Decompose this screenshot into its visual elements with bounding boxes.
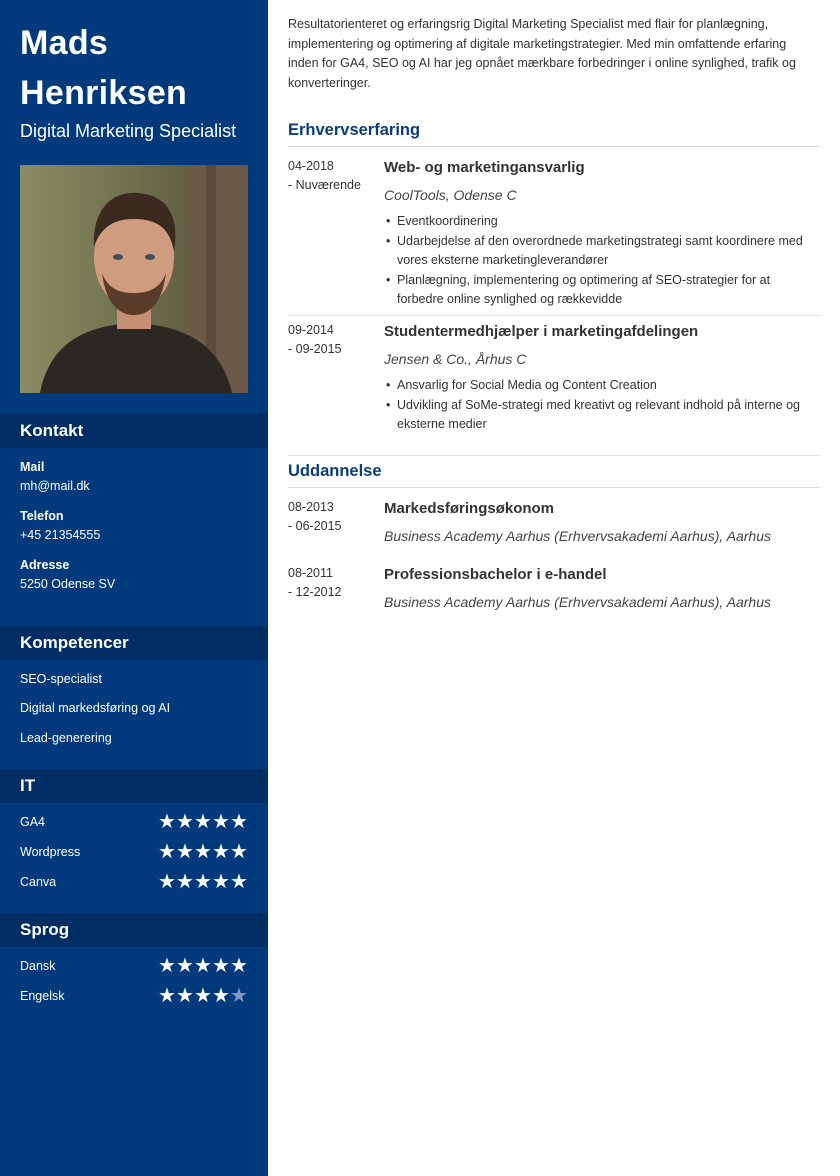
star-icon: ★ (176, 985, 194, 1007)
main-content (268, 0, 840, 1176)
skill-item: Digital markedsføring og AI (20, 701, 171, 715)
language-label: Engelsk (20, 989, 65, 1003)
contact-phone-value[interactable]: +45 21354555 (20, 528, 101, 542)
star-icon: ★ (158, 871, 176, 893)
experience-date (288, 157, 361, 195)
education-heading: Uddannelse (288, 462, 820, 488)
date-start: 09-2014 (288, 323, 334, 337)
star-icon: ★ (230, 955, 248, 977)
education-date (288, 564, 342, 602)
it-skill-label: GA4 (20, 815, 46, 829)
bullet-item: • Planlægning, implementering og optimering af SEO-strategier for at forbedre online synlighed og rækkevidde (384, 271, 818, 310)
skill-item: SEO-specialist (20, 672, 102, 686)
star-icon: ★ (212, 871, 230, 893)
contact-heading: Kontakt (0, 414, 268, 448)
education-school: Business Academy Aarhus (Erhvervsakademi Aarhus), Aarhus (384, 528, 771, 544)
date-start: 04-2018 (288, 159, 334, 173)
star-icon: ★ (230, 841, 248, 863)
star-icon: ★ (176, 811, 194, 833)
experience-org: Jensen & Co., Århus C (384, 351, 527, 367)
star-icon: ★ (230, 871, 248, 893)
it-heading: IT (0, 769, 268, 803)
star-icon: ★ (194, 811, 212, 833)
date-start: 08-2011 (288, 566, 333, 580)
bullet-item: • Ansvarlig for Social Media og Content Creation (384, 376, 818, 396)
skills-heading: Kompetencer (0, 626, 268, 660)
star-icon: ★ (194, 985, 212, 1007)
education-degree: Markedsføringsøkonom (384, 500, 555, 517)
star-icon: ★ (176, 841, 194, 863)
bullet-item: • Udarbejdelse af den overordnede marketingstrategi samt koordinere med vores eksterne marketingleverandører (384, 232, 818, 271)
star-icon: ★ (176, 871, 194, 893)
star-icon: ★ (194, 955, 212, 977)
star-icon: ★ (230, 811, 248, 833)
experience-bullets (384, 212, 818, 310)
skill-item: Lead-generering (20, 731, 112, 745)
first-name: Mads (20, 24, 109, 62)
bullet-item: • Udvikling af SoMe-strategi med kreativt og relevant indhold på interne og eksterne medier (384, 396, 818, 435)
it-skill-label: Canva (20, 875, 57, 889)
star-icon: ★ (212, 811, 230, 833)
contact-mail-label: Mail (20, 460, 45, 474)
languages-heading: Sprog (0, 913, 268, 947)
divider (288, 455, 820, 456)
language-label: Dansk (20, 959, 56, 973)
star-icon: ★ (212, 955, 230, 977)
portrait-photo (20, 165, 248, 393)
date-end: - 09-2015 (288, 342, 342, 356)
candidate-name (20, 18, 260, 118)
profile-summary: Resultatorienteret og erfaringsrig Digital Marketing Specialist med flair for planlægning, implementering og optimering af digitale marketingstrategier. Med min omfattende erfaring inden for GA4, SEO og AI har jeg opnået mærkbare forbedringer i online synlighed, trafik og konverteringer. (288, 17, 796, 90)
rating-stars (158, 956, 250, 976)
education-school: Business Academy Aarhus (Erhvervsakademi Aarhus), Aarhus (384, 594, 771, 610)
star-icon: ★ (194, 871, 212, 893)
last-name: Henriksen (20, 74, 188, 112)
star-icon: ★ (158, 811, 176, 833)
star-icon: ★ (158, 841, 176, 863)
contact-phone-label: Telefon (20, 509, 64, 523)
star-icon: ★ (230, 985, 248, 1007)
date-end: - 12-2012 (288, 585, 342, 599)
job-title: Digital Marketing Specialist (20, 121, 237, 141)
bullet-item: • Eventkoordinering (384, 212, 818, 232)
contact-mail-value[interactable]: mh@mail.dk (20, 479, 90, 493)
rating-stars (158, 986, 250, 1006)
star-icon: ★ (194, 841, 212, 863)
divider (288, 315, 820, 316)
rating-stars (158, 842, 250, 862)
star-icon: ★ (158, 955, 176, 977)
star-icon: ★ (158, 985, 176, 1007)
experience-role: Web- og marketingansvarlig (384, 159, 585, 176)
star-icon: ★ (212, 985, 230, 1007)
date-start: 08-2013 (288, 500, 334, 514)
contact-address-value: 5250 Odense SV (20, 577, 116, 591)
experience-date (288, 321, 342, 359)
experience-heading: Erhvervserfaring (288, 121, 820, 147)
date-end: - 06-2015 (288, 519, 342, 533)
star-icon: ★ (212, 841, 230, 863)
contact-address-label: Adresse (20, 558, 70, 572)
education-date (288, 498, 342, 536)
star-icon: ★ (176, 955, 194, 977)
rating-stars (158, 812, 250, 832)
sidebar (0, 0, 268, 1176)
experience-role: Studentermedhjælper i marketingafdelingen (384, 323, 699, 340)
date-end: - Nuværende (288, 178, 361, 192)
education-degree: Professionsbachelor i e-handel (384, 566, 607, 583)
experience-bullets (384, 376, 818, 435)
it-skill-label: Wordpress (20, 845, 81, 859)
experience-org: CoolTools, Odense C (384, 187, 517, 203)
rating-stars (158, 872, 250, 892)
